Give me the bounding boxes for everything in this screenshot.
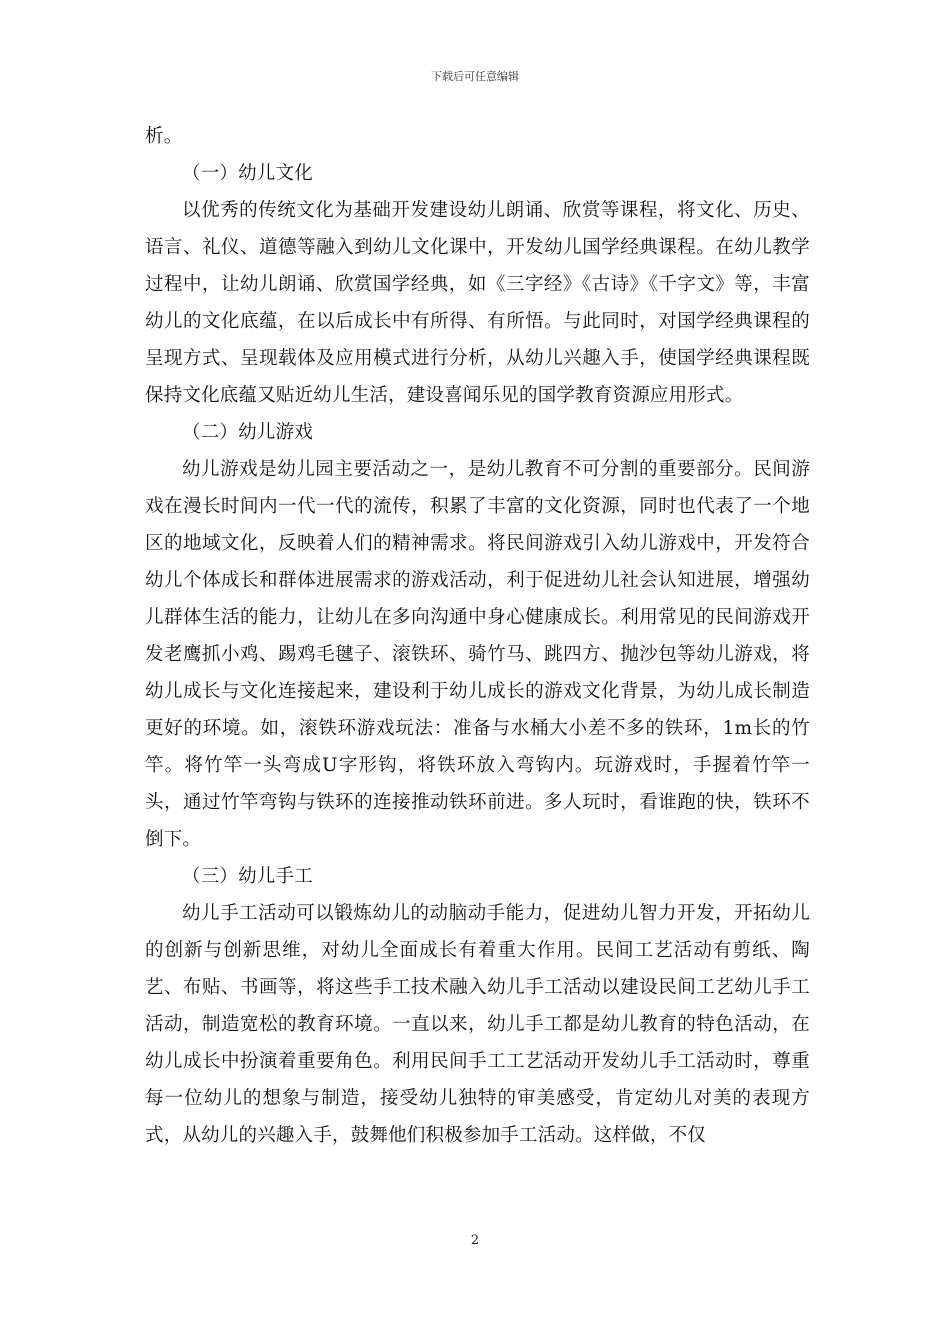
- continuation-text: 析。: [145, 126, 183, 147]
- section-heading-games: （二）幼儿游戏: [182, 422, 313, 443]
- section-heading-culture: （一）幼儿文化: [182, 163, 313, 184]
- section-heading-handcraft: （三）幼儿手工: [182, 866, 313, 887]
- paragraph-culture: 以优秀的传统文化为基础开发建设幼儿朗诵、欣赏等课程，将文化、历史、语言、礼仪、道德等融入到幼儿文化课中，开发幼儿国学经典课程。在幼儿教学过程中，让幼儿朗诵、欣赏国学经典，如《三字经》《古诗》《千字文》等，丰富幼儿的文化底蕴，在以后成长中有所得、有所悟。与此同时，对国学经典课程的呈现方式、呈现载体及应用模式进行分析，从幼儿兴趣入手，使国学经典课程既保持文化底蕴又贴近幼儿生活，建设喜闻乐见的国学教育资源应用形式。: [145, 200, 810, 406]
- paragraph-handcraft: 幼儿手工活动可以锻炼幼儿的动脑动手能力，促进幼儿智力开发，开拓幼儿的创新与创新思维，对幼儿全面成长有着重大作用。民间工艺活动有剪纸、陶艺、布贴、书画等，将这些手工技术融入幼儿手工活动以建设民间工艺幼儿手工活动，制造宽松的教育环境。一直以来，幼儿手工都是幼儿教育的特色活动，在幼儿成长中扮演着重要角色。利用民间手工工艺活动开发幼儿手工活动时，尊重每一位幼儿的想象与制造，接受幼儿独特的审美感受，肯定幼儿对美的表现方式，从幼儿的兴趣入手，鼓舞他们积极参加手工活动。这样做，不仅: [145, 903, 810, 1146]
- page-header: 下载后可任意编辑: [431, 70, 519, 83]
- page-number: 2: [470, 1233, 480, 1248]
- paragraph-games: 幼儿游戏是幼儿园主要活动之一，是幼儿教育不可分割的重要部分。民间游戏在漫长时间内一代一代的流传，积累了丰富的文化资源，同时也代表了一个地区的地域文化，反映着人们的精神需求。将民间游戏引入幼儿游戏中，开发符合幼儿个体成长和群体进展需求的游戏活动，利于促进幼儿社会认知进展，增强幼儿群体生活的能力，让幼儿在多向沟通中身心健康成长。利用常见的民间游戏开发老鹰抓小鸡、踢鸡毛毽子、滚铁环、骑竹马、跳四方、抛沙包等幼儿游戏，将幼儿成长与文化连接起来，建设利于幼儿成长的游戏文化背景，为幼儿成长制造更好的环境。如，滚铁环游戏玩法：准备与水桶大小差不多的铁环，1m长的竹竿。将竹竿一头弯成U字形钩，将铁环放入弯钩内。玩游戏时，手握着竹竿一头，通过竹竿弯钩与铁环的连接推动铁环前进。多人玩时，看谁跑的快，铁环不倒下。: [145, 459, 810, 850]
- document-body: [145, 118, 810, 1154]
